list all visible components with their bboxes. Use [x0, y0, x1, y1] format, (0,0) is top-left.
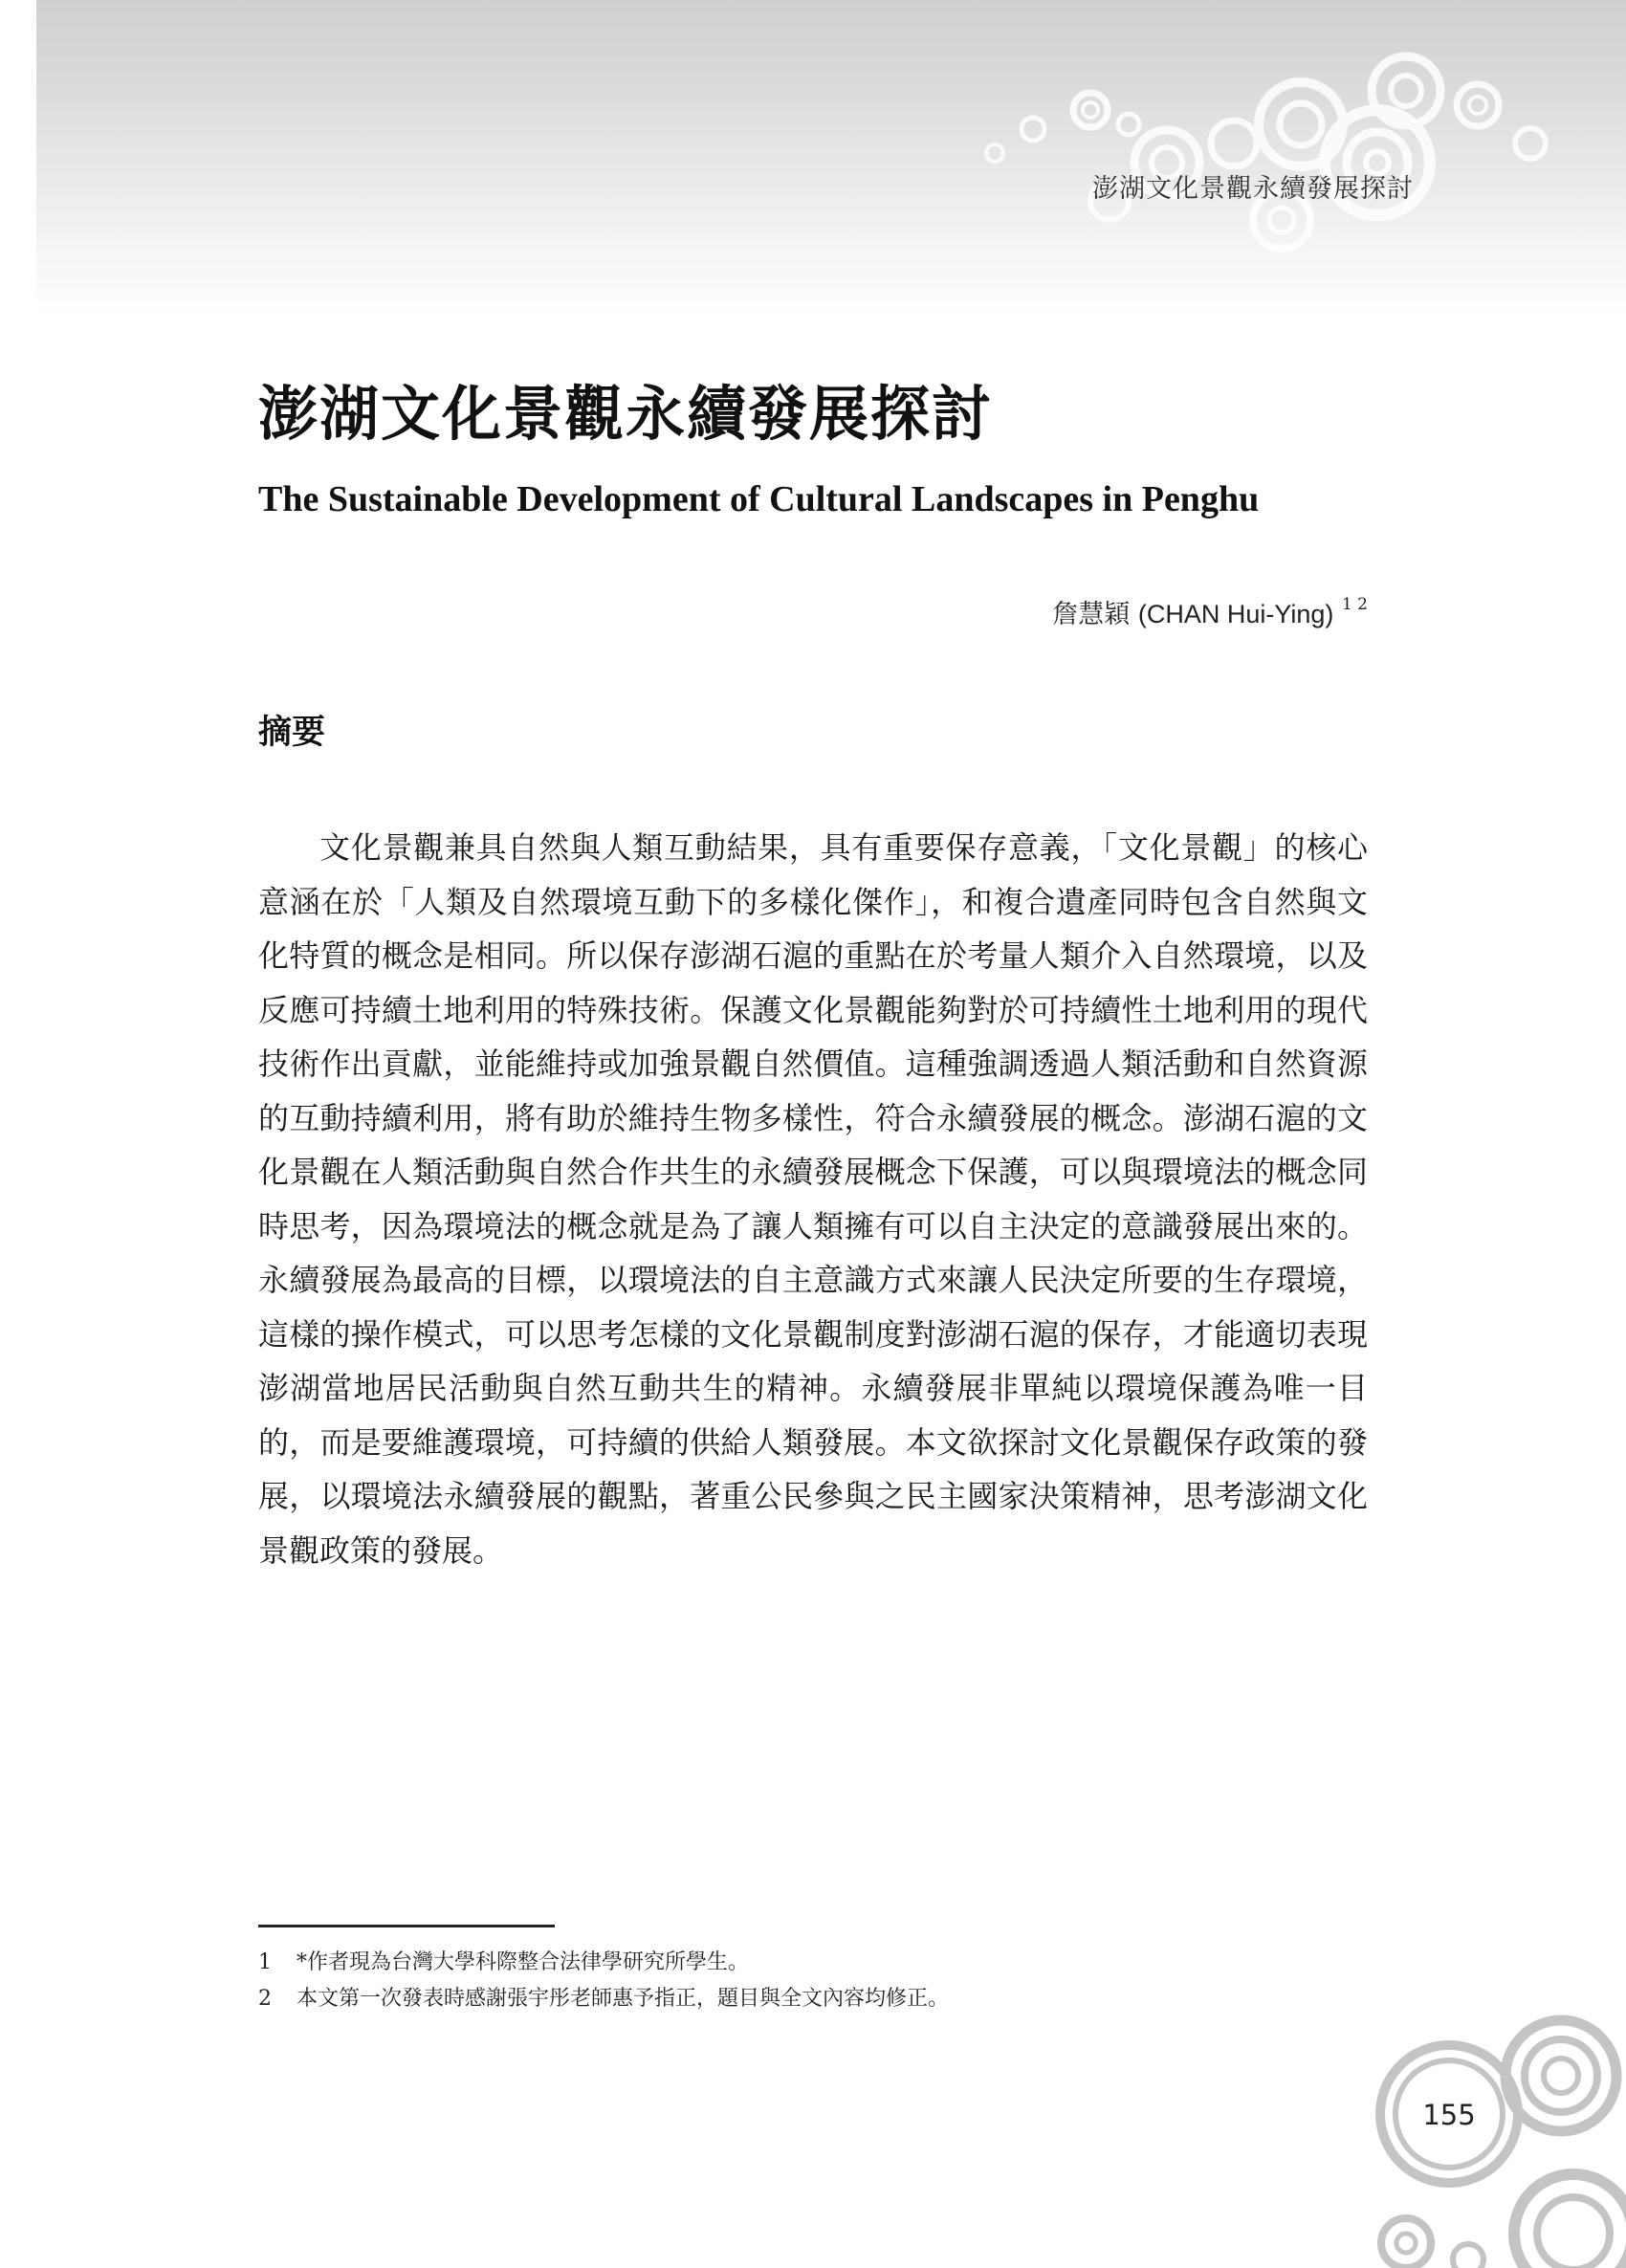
page-title: 澎湖文化景觀永續發展探討	[258, 379, 994, 449]
author-name-en: (CHAN Hui-Ying)	[1137, 600, 1334, 628]
footnotes	[258, 1945, 1310, 2017]
abstract-heading: 摘要	[258, 714, 326, 752]
footnote-1	[258, 1945, 1310, 1981]
footnote-number: 1	[258, 1950, 272, 1974]
author-footnote-refs: 1 2	[1341, 595, 1368, 614]
footnote-number: 2	[258, 1987, 272, 2011]
english-title: The Sustainable Development of Cultural Landscapes in Penghu	[258, 479, 1260, 519]
footnote-2	[258, 1981, 1310, 2017]
author-line	[1052, 593, 1368, 630]
abstract-body: 文化景觀兼具自然與人類互動結果，具有重要保存意義，「文化景觀」的核心意涵在於「人類及自然環境互動下的多樣化傑作」，和複合遺產同時包含自然與文化特質的概念是相同。所以保存澎湖石滬的重點在於考量人類介入自然環境，以及反應可持續土地利用的特殊技術。保護文化景觀能夠對於可持續性土地利用的現代技術作出貢獻，並能維持或加強景觀自然價值。這種強調透過人類活動和自然資源的互動持續利用，將有助於維持生物多樣性，符合永續發展的概念。澎湖石滬的文化景觀在人類活動與自然合作共生的永續發展概念下保護，可以與環境法的概念同時思考，因為環境法的概念就是為了讓人類擁有可以自主決定的意識發展出來的。永續發展為最高的目標，以環境法的自主意識方式來讓人民決定所要的生存環境，這樣的操作模式，可以思考怎樣的文化景觀制度對澎湖石滬的保存，才能適切表現澎湖當地居民活動與自然互動共生的精神。永續發展非單純以環境保護為唯一目的，而是要維護環境，可持續的供給人類發展。本文欲探討文化景觀保存政策的發展，以環境法永續發展的觀點，著重公民參與之民主國家決策精神，思考澎湖文化景觀政策的發展。	[258, 829, 1368, 1569]
footnote-text: 本文第一次發表時感謝張宇彤老師惠予指正，題目與全文內容均修正。	[297, 1987, 950, 2011]
running-header: 澎湖文化景觀永續發展探討	[1092, 174, 1414, 204]
decorative-circles-bottom	[1339, 2009, 1626, 2268]
author-name-cn: 詹慧穎	[1052, 600, 1131, 629]
page-number: 155	[1422, 2099, 1476, 2131]
footnote-divider	[258, 1925, 555, 1927]
decorative-circles-top	[0, 0, 1626, 316]
footnote-text: *作者現為台灣大學科際整合法律學研究所學生。	[297, 1950, 750, 1974]
